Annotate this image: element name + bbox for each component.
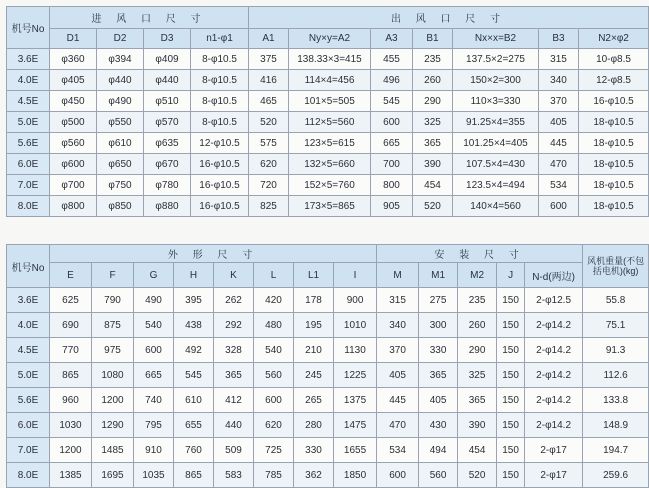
- table-cell: 655: [174, 413, 214, 438]
- table-cell: 438: [174, 313, 214, 338]
- table-cell: 625: [50, 288, 92, 313]
- column-header: E: [50, 263, 92, 288]
- table-cell: 1850: [334, 463, 377, 488]
- table-cell: φ440: [144, 70, 191, 91]
- table-cell: 2-φ14.2: [525, 313, 583, 338]
- table-cell: 245: [294, 363, 334, 388]
- table-cell: 370: [377, 338, 419, 363]
- table-row: [7, 313, 649, 338]
- table-row: [7, 70, 649, 91]
- table-cell: 865: [174, 463, 214, 488]
- table-cell: 1655: [334, 438, 377, 463]
- column-header: J: [497, 263, 525, 288]
- machine-number-cell: 7.0E: [7, 438, 50, 463]
- table-cell: 865: [50, 363, 92, 388]
- table-cell: 2-φ12.5: [525, 288, 583, 313]
- table-cell: 112×5=560: [289, 112, 371, 133]
- table-cell: 540: [254, 338, 294, 363]
- table-cell: 150×2=300: [453, 70, 539, 91]
- table-cell: 1290: [92, 413, 134, 438]
- table-cell: 600: [377, 463, 419, 488]
- table-cell: 16-φ10.5: [191, 154, 249, 175]
- table-cell: 480: [254, 313, 294, 338]
- machine-number-cell: 4.5E: [7, 338, 50, 363]
- table-cell: 328: [214, 338, 254, 363]
- column-header: M1: [419, 263, 458, 288]
- table-row: [7, 338, 649, 363]
- table-cell: 520: [458, 463, 497, 488]
- table-row: [7, 175, 649, 196]
- machine-number-cell: 5.0E: [7, 112, 50, 133]
- outline-dimensions-header: 外 形 尺 寸: [50, 245, 377, 263]
- table-cell: φ670: [144, 154, 191, 175]
- table-cell: 825: [249, 196, 289, 217]
- installation-dimensions-header: 安 装 尺 寸: [377, 245, 583, 263]
- table-cell: 494: [419, 438, 458, 463]
- table-cell: 262: [214, 288, 254, 313]
- table-cell: 520: [249, 112, 289, 133]
- table-cell: 173×5=865: [289, 196, 371, 217]
- table-cell: 325: [413, 112, 453, 133]
- outlet-dimensions-header: 出 风 口 尺 寸: [249, 7, 649, 29]
- table-cell: 690: [50, 313, 92, 338]
- table-row: [7, 133, 649, 154]
- column-header: Nx×x=B2: [453, 29, 539, 49]
- table-cell: 150: [497, 388, 525, 413]
- table-cell: φ780: [144, 175, 191, 196]
- table-cell: 150: [497, 363, 525, 388]
- table-cell: 150: [497, 338, 525, 363]
- table-cell: 265: [294, 388, 334, 413]
- table-cell: 365: [214, 363, 254, 388]
- table-cell: 330: [294, 438, 334, 463]
- table-cell: 1035: [134, 463, 174, 488]
- table-cell: 123.5×4=494: [453, 175, 539, 196]
- table-cell: 138.33×3=415: [289, 49, 371, 70]
- table-cell: 148.9: [583, 413, 649, 438]
- table-cell: φ490: [97, 91, 144, 112]
- table-cell: 375: [249, 49, 289, 70]
- table-cell: 470: [377, 413, 419, 438]
- table-cell: 534: [377, 438, 419, 463]
- table-cell: φ405: [50, 70, 97, 91]
- table-cell: 18-φ10.5: [579, 154, 649, 175]
- column-header: K: [214, 263, 254, 288]
- table-cell: 107.5×4=430: [453, 154, 539, 175]
- table-cell: 1130: [334, 338, 377, 363]
- column-header: A3: [371, 29, 413, 49]
- table-cell: 405: [377, 363, 419, 388]
- machine-number-header: 机号No: [7, 245, 50, 288]
- table-cell: 91.3: [583, 338, 649, 363]
- table-cell: 8-φ10.5: [191, 112, 249, 133]
- table-cell: 440: [214, 413, 254, 438]
- table-cell: 370: [539, 91, 579, 112]
- column-header: D3: [144, 29, 191, 49]
- table-cell: 560: [419, 463, 458, 488]
- table-cell: 315: [377, 288, 419, 313]
- table-cell: φ510: [144, 91, 191, 112]
- table-cell: 150: [497, 438, 525, 463]
- table-cell: 416: [249, 70, 289, 91]
- table-cell: 620: [254, 413, 294, 438]
- table-cell: 91.25×4=355: [453, 112, 539, 133]
- table-cell: 560: [254, 363, 294, 388]
- table-cell: 235: [413, 49, 453, 70]
- table-cell: 280: [294, 413, 334, 438]
- table-cell: 520: [413, 196, 453, 217]
- table-cell: φ700: [50, 175, 97, 196]
- table-cell: 365: [413, 133, 453, 154]
- table-cell: 325: [458, 363, 497, 388]
- table-cell: 292: [214, 313, 254, 338]
- table-cell: 445: [539, 133, 579, 154]
- table-cell: 700: [371, 154, 413, 175]
- table-cell: 465: [249, 91, 289, 112]
- machine-number-cell: 8.0E: [7, 463, 50, 488]
- table-cell: 140×4=560: [453, 196, 539, 217]
- column-header: B1: [413, 29, 453, 49]
- table-cell: 8-φ10.5: [191, 70, 249, 91]
- table-cell: 300: [419, 313, 458, 338]
- table-cell: 315: [539, 49, 579, 70]
- table-cell: 960: [50, 388, 92, 413]
- table-cell: 600: [371, 112, 413, 133]
- machine-number-cell: 6.0E: [7, 413, 50, 438]
- table-cell: 114×4=456: [289, 70, 371, 91]
- table-cell: 760: [174, 438, 214, 463]
- table-cell: 454: [413, 175, 453, 196]
- column-header: D1: [50, 29, 97, 49]
- table-cell: φ610: [97, 133, 144, 154]
- table-cell: 2-φ14.2: [525, 388, 583, 413]
- table-cell: 55.8: [583, 288, 649, 313]
- table-cell: 1475: [334, 413, 377, 438]
- table-cell: 362: [294, 463, 334, 488]
- table-cell: 800: [371, 175, 413, 196]
- table-cell: 18-φ10.5: [579, 112, 649, 133]
- table-cell: φ880: [144, 196, 191, 217]
- table-cell: 12-φ8.5: [579, 70, 649, 91]
- table-cell: 1200: [92, 388, 134, 413]
- table-cell: 545: [174, 363, 214, 388]
- table-cell: 340: [377, 313, 419, 338]
- table-cell: 2-φ14.2: [525, 413, 583, 438]
- table-cell: 10-φ8.5: [579, 49, 649, 70]
- table-row: [7, 388, 649, 413]
- table-cell: 195: [294, 313, 334, 338]
- table-cell: 365: [419, 363, 458, 388]
- table-cell: 454: [458, 438, 497, 463]
- table-cell: φ850: [97, 196, 144, 217]
- table-cell: 210: [294, 338, 334, 363]
- column-header-row: [7, 29, 649, 49]
- table-cell: 583: [214, 463, 254, 488]
- table-cell: 790: [92, 288, 134, 313]
- table-cell: 795: [134, 413, 174, 438]
- table-cell: 290: [413, 91, 453, 112]
- machine-number-header: 机号No: [7, 7, 50, 49]
- table-row: [7, 438, 649, 463]
- table-cell: φ800: [50, 196, 97, 217]
- table-cell: 137.5×2=275: [453, 49, 539, 70]
- column-header: L: [254, 263, 294, 288]
- inlet-outlet-table-body: [7, 49, 649, 217]
- table-cell: φ409: [144, 49, 191, 70]
- column-header: I: [334, 263, 377, 288]
- table-cell: 785: [254, 463, 294, 488]
- table-cell: 490: [134, 288, 174, 313]
- outline-installation-dimension-table: [6, 244, 649, 488]
- table-cell: 390: [413, 154, 453, 175]
- table-cell: 235: [458, 288, 497, 313]
- table-cell: 1385: [50, 463, 92, 488]
- machine-number-cell: 5.0E: [7, 363, 50, 388]
- table-cell: 110×3=330: [453, 91, 539, 112]
- machine-number-cell: 4.5E: [7, 91, 50, 112]
- table-cell: 133.8: [583, 388, 649, 413]
- table-cell: 430: [419, 413, 458, 438]
- table-cell: 445: [377, 388, 419, 413]
- table-cell: 112.6: [583, 363, 649, 388]
- table-cell: 509: [214, 438, 254, 463]
- table-cell: 875: [92, 313, 134, 338]
- column-header: M2: [458, 263, 497, 288]
- column-header: n1-φ1: [191, 29, 249, 49]
- table-cell: φ750: [97, 175, 144, 196]
- table-cell: 600: [134, 338, 174, 363]
- table-cell: 2-φ14.2: [525, 338, 583, 363]
- column-header: B3: [539, 29, 579, 49]
- machine-number-cell: 4.0E: [7, 70, 50, 91]
- column-header: G: [134, 263, 174, 288]
- table-row: [7, 363, 649, 388]
- table-cell: 1375: [334, 388, 377, 413]
- table-cell: 610: [174, 388, 214, 413]
- machine-number-cell: 3.6E: [7, 288, 50, 313]
- table-row: [7, 91, 649, 112]
- table-cell: 259.6: [583, 463, 649, 488]
- table-cell: 150: [497, 463, 525, 488]
- column-header: N-d(两边): [525, 263, 583, 288]
- table-cell: 16-φ10.5: [191, 175, 249, 196]
- table-cell: 340: [539, 70, 579, 91]
- column-header: N2×φ2: [579, 29, 649, 49]
- table-cell: 534: [539, 175, 579, 196]
- table-cell: 575: [249, 133, 289, 154]
- table-row: [7, 413, 649, 438]
- table-cell: 16-φ10.5: [579, 91, 649, 112]
- column-header: Ny×y=A2: [289, 29, 371, 49]
- table-cell: 260: [413, 70, 453, 91]
- fan-weight-header: 风机重量(不包括电机)(kg): [583, 245, 649, 288]
- machine-number-cell: 7.0E: [7, 175, 50, 196]
- table-cell: 770: [50, 338, 92, 363]
- table-cell: 101×5=505: [289, 91, 371, 112]
- table-cell: 16-φ10.5: [191, 196, 249, 217]
- column-header: F: [92, 263, 134, 288]
- table-cell: 1030: [50, 413, 92, 438]
- table-cell: 1080: [92, 363, 134, 388]
- table-cell: 150: [497, 413, 525, 438]
- table-row: [7, 196, 649, 217]
- table-cell: 905: [371, 196, 413, 217]
- table-cell: 1010: [334, 313, 377, 338]
- machine-number-cell: 3.6E: [7, 49, 50, 70]
- table-cell: φ600: [50, 154, 97, 175]
- table-cell: 12-φ10.5: [191, 133, 249, 154]
- table-cell: 8-φ10.5: [191, 91, 249, 112]
- table-cell: 1485: [92, 438, 134, 463]
- table-cell: 178: [294, 288, 334, 313]
- table-cell: 665: [371, 133, 413, 154]
- table-cell: 405: [539, 112, 579, 133]
- table-cell: 75.1: [583, 313, 649, 338]
- table-cell: φ635: [144, 133, 191, 154]
- table-cell: 420: [254, 288, 294, 313]
- table-cell: 150: [497, 288, 525, 313]
- table-cell: 540: [134, 313, 174, 338]
- table-cell: 620: [249, 154, 289, 175]
- table-cell: φ650: [97, 154, 144, 175]
- column-header: A1: [249, 29, 289, 49]
- table-cell: 260: [458, 313, 497, 338]
- table-cell: 150: [497, 313, 525, 338]
- machine-number-cell: 5.6E: [7, 133, 50, 154]
- table-cell: 412: [214, 388, 254, 413]
- table-row: [7, 463, 649, 488]
- table-cell: φ450: [50, 91, 97, 112]
- table-cell: 720: [249, 175, 289, 196]
- table-cell: 545: [371, 91, 413, 112]
- table-cell: 600: [539, 196, 579, 217]
- table-cell: 123×5=615: [289, 133, 371, 154]
- table-cell: 365: [458, 388, 497, 413]
- table-row: [7, 154, 649, 175]
- inlet-outlet-dimension-table: [6, 6, 649, 217]
- table-cell: 18-φ10.5: [579, 196, 649, 217]
- table-cell: φ394: [97, 49, 144, 70]
- machine-number-cell: 4.0E: [7, 313, 50, 338]
- table-cell: 290: [458, 338, 497, 363]
- machine-number-cell: 8.0E: [7, 196, 50, 217]
- table-cell: φ360: [50, 49, 97, 70]
- column-header: L1: [294, 263, 334, 288]
- table-cell: 2-φ17: [525, 438, 583, 463]
- inlet-dimensions-header: 进 风 口 尺 寸: [50, 7, 249, 29]
- table-cell: φ560: [50, 133, 97, 154]
- column-header: H: [174, 263, 214, 288]
- table-cell: 1225: [334, 363, 377, 388]
- table-cell: φ500: [50, 112, 97, 133]
- table-cell: 330: [419, 338, 458, 363]
- table-cell: 496: [371, 70, 413, 91]
- table-cell: 18-φ10.5: [579, 175, 649, 196]
- column-header: D2: [97, 29, 144, 49]
- outline-installation-table-body: [7, 288, 649, 488]
- machine-number-cell: 6.0E: [7, 154, 50, 175]
- table-cell: 390: [458, 413, 497, 438]
- table-cell: 194.7: [583, 438, 649, 463]
- table-cell: 395: [174, 288, 214, 313]
- table-cell: 132×5=660: [289, 154, 371, 175]
- table-cell: 405: [419, 388, 458, 413]
- table-cell: 470: [539, 154, 579, 175]
- table-cell: φ550: [97, 112, 144, 133]
- machine-number-cell: 5.6E: [7, 388, 50, 413]
- table-cell: 1200: [50, 438, 92, 463]
- table-cell: 8-φ10.5: [191, 49, 249, 70]
- table-cell: φ440: [97, 70, 144, 91]
- table-cell: 1695: [92, 463, 134, 488]
- table-cell: 740: [134, 388, 174, 413]
- table-cell: 275: [419, 288, 458, 313]
- column-header-row: [7, 263, 649, 288]
- table-cell: 455: [371, 49, 413, 70]
- table-cell: 910: [134, 438, 174, 463]
- table-cell: 725: [254, 438, 294, 463]
- table-cell: 975: [92, 338, 134, 363]
- table-cell: φ570: [144, 112, 191, 133]
- table-cell: 2-φ17: [525, 463, 583, 488]
- table-cell: 101.25×4=405: [453, 133, 539, 154]
- table-cell: 152×5=760: [289, 175, 371, 196]
- table-cell: 2-φ14.2: [525, 363, 583, 388]
- column-header: M: [377, 263, 419, 288]
- table-cell: 18-φ10.5: [579, 133, 649, 154]
- table-row: [7, 49, 649, 70]
- table-row: [7, 288, 649, 313]
- table-cell: 900: [334, 288, 377, 313]
- table-cell: 665: [134, 363, 174, 388]
- table-row: [7, 112, 649, 133]
- table-cell: 600: [254, 388, 294, 413]
- table-cell: 492: [174, 338, 214, 363]
